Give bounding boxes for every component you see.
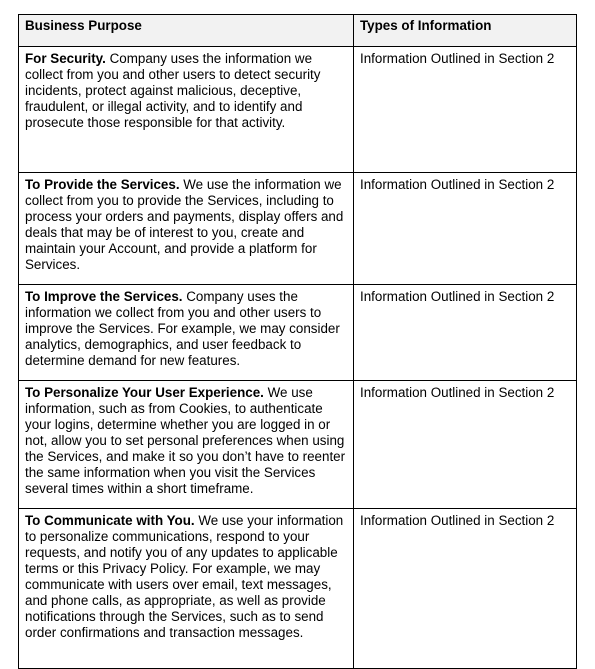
purpose-description: We use the information we collect from you to provide the Services, including to process your orders and payments, display offers and deals that may be of interest to you, create and maintain your Account, and provide a platform for Services. <box>25 177 344 272</box>
purpose-title: To Personalize Your User Experience. <box>25 385 264 400</box>
purpose-title: To Improve the Services. <box>25 289 183 304</box>
purpose-cell <box>19 173 354 285</box>
types-cell: Information Outlined in Section 2 <box>354 47 577 173</box>
table-row <box>19 173 577 285</box>
table-row <box>19 285 577 381</box>
table-row <box>19 47 577 173</box>
purpose-description: We use information, such as from Cookies, to authenticate your logins, determine whether you are logged in or not, allow you to set personal preferences when using the Services, and make it so you don’t have to reenter the same information when you visit the Services several times within a short timeframe. <box>25 385 346 496</box>
purpose-cell <box>19 47 354 173</box>
purpose-cell <box>19 381 354 509</box>
table-row <box>19 509 577 669</box>
purpose-title: To Communicate with You. <box>25 513 195 528</box>
purpose-description: Company uses the information we collect from you and other users to detect security incidents, protect against malicious, deceptive, fraudulent, or illegal activity, and to identify and prosecute those responsible for that activity. <box>25 51 321 130</box>
purpose-cell <box>19 509 354 669</box>
types-cell: Information Outlined in Section 2 <box>354 173 577 285</box>
purpose-title: To Provide the Services. <box>25 177 180 192</box>
table-header-row <box>19 15 577 47</box>
types-cell: Information Outlined in Section 2 <box>354 381 577 509</box>
purpose-title: For Security. <box>25 51 106 66</box>
header-types-of-information: Types of Information <box>354 15 577 47</box>
purpose-description: Company uses the information we collect from you and other users to improve the Services. For example, we may consider analytics, demographics, and user feedback to determine demand for new features. <box>25 289 340 368</box>
header-business-purpose: Business Purpose <box>19 15 354 47</box>
purpose-description: We use your information to personalize communications, respond to your requests, and notify you of any updates to applicable terms or this Privacy Policy. For example, we may communicate with users over email, text messages, and phone calls, as appropriate, as well as provide notifications through the Services, such as to send order confirmations and transaction messages. <box>25 513 344 640</box>
table-row <box>19 381 577 509</box>
types-cell: Information Outlined in Section 2 <box>354 509 577 669</box>
purpose-cell <box>19 285 354 381</box>
business-purpose-table <box>18 14 577 669</box>
types-cell: Information Outlined in Section 2 <box>354 285 577 381</box>
